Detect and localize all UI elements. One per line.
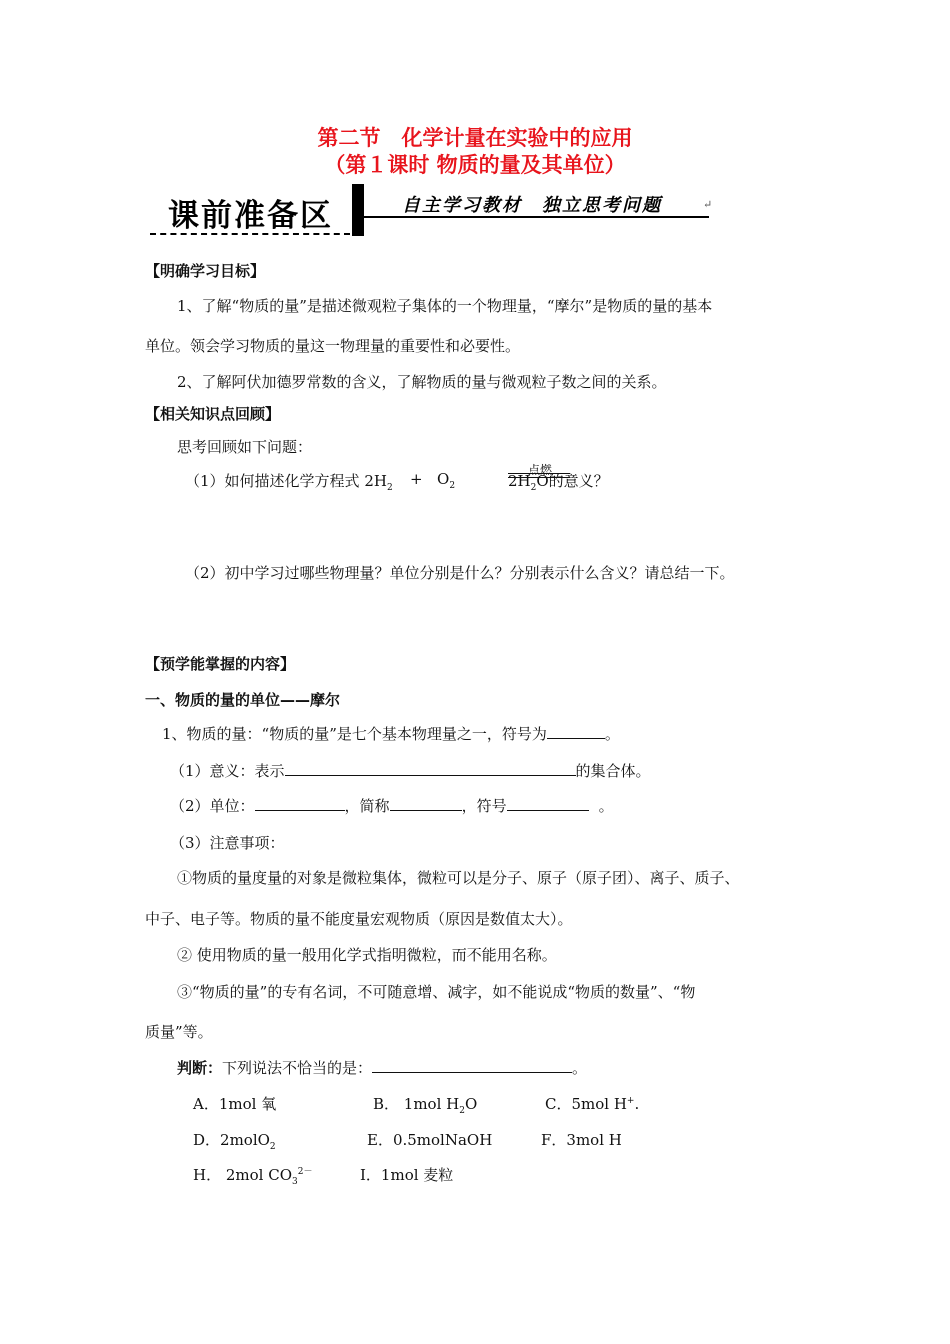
- meaning-blank: [285, 761, 576, 776]
- option-h: [193, 1164, 312, 1187]
- q1-o: O: [437, 470, 450, 488]
- meaning-prefix: （1）意义：表示: [170, 762, 285, 780]
- q1-oxygen: [437, 470, 455, 491]
- option-c-post: .: [634, 1095, 640, 1113]
- note-3-line1: ③“物质的量”的专有名词，不可随意增、减字，如不能说成“物质的数量”、“物: [177, 983, 696, 1001]
- item-1-suffix: 。: [604, 725, 620, 743]
- q1-product: 2H: [508, 472, 531, 490]
- option-i: I．1mol 麦粒: [360, 1166, 454, 1184]
- banner-dashed-line: [150, 233, 350, 235]
- review-intro: 思考回顾如下问题：: [177, 438, 313, 456]
- goals-heading: 【明确学习目标】: [145, 262, 266, 280]
- q1-sub-2: 2: [449, 481, 456, 491]
- symbol-blank: [547, 724, 605, 739]
- item-1-prefix: 1、物质的量：“物质的量”是七个基本物理量之一，符号为: [162, 725, 547, 743]
- note-2: ② 使用物质的量一般用化学式指明微粒，而不能用名称。: [177, 946, 557, 964]
- q1-suffix: 的意义？: [548, 472, 609, 490]
- review-heading: 【相关知识点回顾】: [145, 405, 281, 423]
- banner-left-title: 课前准备区: [168, 198, 333, 234]
- banner-divider-bar: [352, 184, 364, 236]
- option-b-sub: 2: [459, 1106, 465, 1116]
- option-d-sub: 2: [269, 1142, 276, 1152]
- option-d: [193, 1129, 276, 1152]
- q1-sub-1: 2: [386, 483, 393, 493]
- note-3-line2: 质量”等。: [145, 1023, 213, 1041]
- banner-right-slogan: 自主学习教材 独立思考问题: [402, 195, 662, 216]
- option-h-sup: 2－: [297, 1167, 313, 1177]
- page-title: 第二节 化学计量在实验中的应用: [317, 126, 633, 150]
- q1-plus: +: [410, 470, 423, 488]
- meaning-suffix: 的集合体。: [575, 762, 651, 780]
- preview-heading: 【预学能掌握的内容】: [145, 655, 296, 673]
- goal-1-line1: 1、了解“物质的量”是描述微观粒子集体的一个物理量，“摩尔”是物质的量的基本: [177, 297, 713, 315]
- review-question-2: （2）初中学习过哪些物理量？单位分别是什么？分别表示什么含义？请总结一下。: [185, 564, 735, 582]
- review-question-1: [185, 470, 393, 493]
- judge-line: [177, 1057, 587, 1078]
- option-h-sub: 3: [292, 1177, 298, 1187]
- goal-1-line2: 单位。领会学习物质的量这一物理量的重要性和必要性。: [145, 337, 521, 355]
- unit-end: 。: [598, 797, 614, 815]
- unit-blank: [255, 796, 345, 811]
- option-c: [545, 1093, 639, 1114]
- option-c-pre: C．5mol H: [545, 1095, 627, 1113]
- note-1-line1: ①物质的量度量的对象是微粒集体，微粒可以是分子、原子（原子团）、离子、质子、: [177, 869, 740, 887]
- judge-end: 。: [572, 1059, 588, 1077]
- q1-product-tail: O: [536, 472, 549, 490]
- unit-symbol-blank: [507, 796, 589, 811]
- option-h-pre: H． 2mol CO: [193, 1166, 292, 1184]
- q1-prefix: （1）如何描述化学方程式 2H: [185, 472, 387, 490]
- option-b: [373, 1093, 477, 1116]
- note-1-line2: 中子、电子等。物质的量不能度量宏观物质（原因是数值太大）。: [145, 910, 573, 928]
- q1-product-and-suffix: [508, 470, 609, 493]
- option-a: A．1mol 氧: [193, 1095, 277, 1113]
- option-e: E．0.5molNaOH: [367, 1131, 493, 1149]
- judge-text: 下列说法不恰当的是：: [222, 1059, 373, 1077]
- unit-line: [170, 795, 614, 816]
- judge-label: 判断：: [177, 1059, 223, 1077]
- option-d-pre: D．2molO: [193, 1131, 270, 1149]
- option-f: F．3mol H: [541, 1131, 622, 1149]
- unit-prefix: （2）单位：: [170, 797, 255, 815]
- option-c-sup: +: [626, 1096, 635, 1106]
- unit-abbr-blank: [390, 796, 462, 811]
- page-subtitle: （第１课时 物质的量及其单位）: [324, 153, 626, 177]
- unit-abbr: ，简称: [344, 797, 390, 815]
- q1-product-sub: 2: [530, 483, 537, 493]
- judge-blank: [372, 1058, 572, 1073]
- section-1-heading: 一、物质的量的单位——摩尔: [145, 691, 341, 709]
- meaning-line: [170, 760, 651, 781]
- option-b-pre: B． 1mol H: [373, 1095, 460, 1113]
- option-b-post: O: [464, 1095, 478, 1113]
- reaction-condition: 点燃: [528, 463, 553, 477]
- goal-2: 2、了解阿伏加德罗常数的含义，了解物质的量与微观粒子数之间的关系。: [177, 373, 667, 391]
- notes-heading: （3）注意事项：: [170, 834, 285, 852]
- unit-symbol: ，符号: [461, 797, 507, 815]
- item-1: [162, 723, 620, 744]
- return-mark-icon: ↵: [703, 198, 713, 211]
